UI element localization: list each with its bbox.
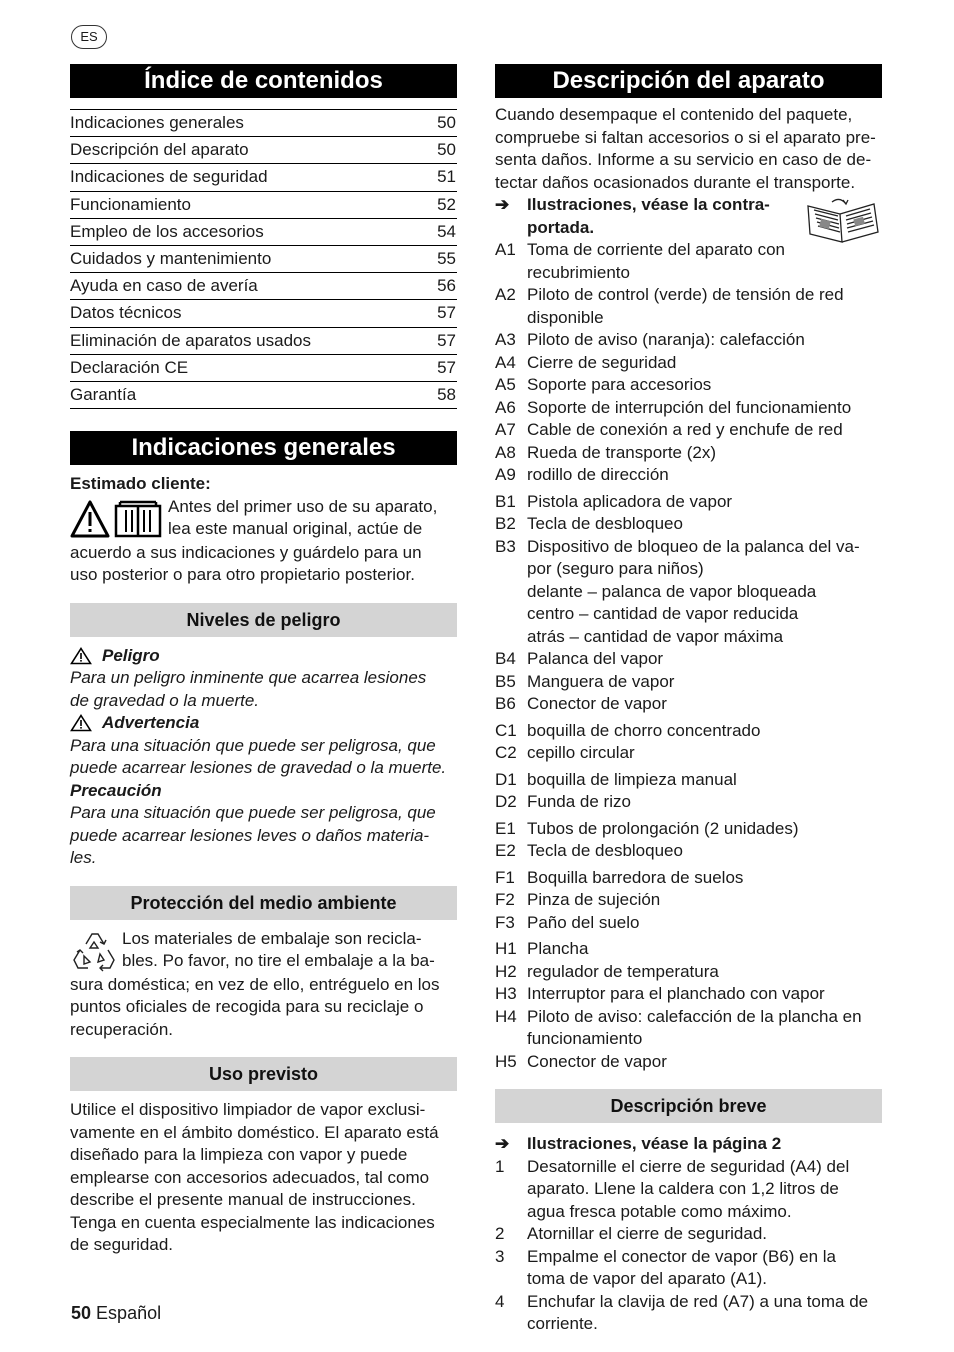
part-item xyxy=(495,983,882,1006)
part-line: Pistola aplicadora de vapor xyxy=(527,491,733,511)
danger-levels-heading: Niveles de peligro xyxy=(70,603,457,637)
part-text xyxy=(527,912,882,935)
caution-text: puede acarrear lesiones leves o daños materia- xyxy=(70,825,430,845)
step-line: toma de vapor del aparato (A1). xyxy=(527,1269,768,1288)
table-of-contents xyxy=(70,109,457,409)
part-item xyxy=(495,536,882,649)
intro-line: uso posterior o para otro propietario posterior. xyxy=(70,565,415,585)
brief-illustrations-reference xyxy=(495,1133,882,1156)
part-code: H1 xyxy=(495,939,517,958)
use-line: de seguridad. xyxy=(70,1235,174,1255)
step-number: 3 xyxy=(495,1246,505,1266)
part-text xyxy=(527,397,882,420)
use-line: describe el presente manual de instrucciones. xyxy=(70,1190,416,1210)
part-code: D2 xyxy=(495,792,517,811)
toc-row xyxy=(70,355,457,382)
part-text xyxy=(527,284,882,329)
part-code: H2 xyxy=(495,961,517,981)
device-description-heading: Descripción del aparato xyxy=(495,64,882,98)
part-item xyxy=(495,513,882,536)
toc-page: 56 xyxy=(437,276,456,296)
toc-row xyxy=(70,328,457,355)
brief-illus-text: Ilustraciones, véase la página 2 xyxy=(527,1134,782,1153)
part-line: Interruptor para el planchado con vapor xyxy=(527,984,825,1003)
open-book-icon xyxy=(802,194,882,246)
use-line: vamente en el ámbito doméstico. El aparato está xyxy=(70,1122,439,1142)
recycle-icon xyxy=(70,930,118,974)
part-item xyxy=(495,693,882,716)
part-line: Soporte de interrupción del funcionamiento xyxy=(527,397,852,417)
toc-label: Ayuda en caso de avería xyxy=(70,276,258,296)
part-code: B3 xyxy=(495,536,516,556)
step-line: Enchufar la clavija de red (A7) a una toma de xyxy=(527,1291,869,1311)
toc-label: Garantía xyxy=(70,384,137,404)
part-text xyxy=(527,374,882,397)
part-line: funcionamiento xyxy=(527,1029,643,1048)
part-line: Plancha xyxy=(527,939,589,958)
part-text xyxy=(527,889,882,912)
danger-label-row xyxy=(70,645,457,668)
part-code: A6 xyxy=(495,397,516,417)
part-code: B1 xyxy=(495,491,516,511)
intro-line: lea este manual original, actúe de xyxy=(168,519,423,539)
toc-page: 55 xyxy=(437,248,456,268)
part-item xyxy=(495,1051,882,1074)
step-number: 4 xyxy=(495,1291,505,1311)
part-item xyxy=(495,867,882,890)
part-text xyxy=(527,1006,882,1051)
env-line: recuperación. xyxy=(70,1019,174,1039)
part-item xyxy=(495,329,882,352)
part-line: Palanca del vapor xyxy=(527,649,664,668)
part-text xyxy=(527,791,882,814)
part-item xyxy=(495,720,882,743)
step-line: Desatornille el cierre de seguridad (A4) del xyxy=(527,1156,850,1176)
part-line: Pinza de sujeción xyxy=(527,890,661,909)
part-text xyxy=(527,352,882,375)
part-item xyxy=(495,938,882,961)
step-number: 2 xyxy=(495,1224,505,1243)
part-item xyxy=(495,648,882,671)
step-line: Atornillar el cierre de seguridad. xyxy=(527,1224,768,1243)
illus-line: Ilustraciones, véase la contra- xyxy=(527,195,770,214)
part-text xyxy=(527,1051,882,1074)
part-line: delante – palanca de vapor bloqueada xyxy=(527,581,817,601)
intro-line: tectar daños ocasionados durante el transporte. xyxy=(495,172,856,192)
environment-heading: Protección del medio ambiente xyxy=(70,886,457,920)
part-line: Funda de rizo xyxy=(527,792,631,811)
part-text xyxy=(527,769,882,792)
step-item xyxy=(495,1246,882,1291)
part-text xyxy=(527,938,882,961)
caution-text: les. xyxy=(70,848,97,868)
toc-label: Descripción del aparato xyxy=(70,140,249,160)
part-text xyxy=(527,419,882,442)
part-code: A9 xyxy=(495,465,516,484)
part-text xyxy=(527,867,882,890)
step-item xyxy=(495,1291,882,1336)
part-text xyxy=(527,840,882,863)
toc-page: 50 xyxy=(437,113,456,132)
intro-line: acuerdo a sus indicaciones y guárdelo para un xyxy=(70,542,422,562)
toc-row xyxy=(70,137,457,164)
part-line: Tecla de desbloqueo xyxy=(527,841,683,860)
toc-page: 50 xyxy=(437,140,456,160)
danger-text: Para un peligro inminente que acarrea lesiones xyxy=(70,668,427,688)
part-item xyxy=(495,374,882,397)
part-item xyxy=(495,840,882,863)
part-line: Cable de conexión a red y enchufe de red xyxy=(527,420,843,439)
use-line: emplearse con accesorios adecuados, tal como xyxy=(70,1167,430,1187)
part-text xyxy=(527,671,882,694)
warning-manual-icon xyxy=(70,498,164,542)
part-line: centro – cantidad de vapor reducida xyxy=(527,604,799,623)
part-item xyxy=(495,742,882,765)
part-line: Tubos de prolongación (2 unidades) xyxy=(527,818,799,838)
part-code: A7 xyxy=(495,420,516,439)
step-line: aparato. Llene la caldera con 1,2 litros de xyxy=(527,1179,839,1198)
part-line: Dispositivo de bloqueo de la palanca del va- xyxy=(527,536,860,556)
use-line: Tenga en cuenta especialmente las indicaciones xyxy=(70,1212,435,1232)
step-text xyxy=(527,1223,882,1246)
part-line: Soporte para accesorios xyxy=(527,375,712,394)
toc-page: 57 xyxy=(437,303,456,323)
step-item xyxy=(495,1156,882,1224)
toc-label: Funcionamiento xyxy=(70,194,191,214)
part-code: F3 xyxy=(495,912,515,932)
part-line: Toma de corriente del aparato con xyxy=(527,240,785,259)
danger-label: Peligro xyxy=(102,645,160,665)
part-line: disponible xyxy=(527,307,604,327)
intro-line: senta daños. Informe a su servicio en caso de de- xyxy=(495,150,872,169)
part-line: regulador de temperatura xyxy=(527,961,719,981)
part-line: Manguera de vapor xyxy=(527,671,675,691)
part-item xyxy=(495,889,882,912)
part-text xyxy=(527,648,882,671)
env-line: Los materiales de embalaje son recicla- xyxy=(122,928,422,948)
toc-label: Cuidados y mantenimiento xyxy=(70,248,272,268)
environment-paragraph xyxy=(70,928,457,1042)
arrow-icon: ➔ xyxy=(495,1134,510,1153)
part-text xyxy=(527,983,882,1006)
page-number: 50 xyxy=(71,1303,92,1323)
env-line: bles. Po favor, no tire el embalaje a la ba- xyxy=(122,951,435,971)
part-code: H4 xyxy=(495,1006,517,1026)
part-line: Piloto de aviso (naranja): calefacción xyxy=(527,330,805,349)
device-intro-paragraph xyxy=(495,104,882,194)
part-item xyxy=(495,912,882,935)
step-text xyxy=(527,1291,882,1336)
dear-customer-label: Estimado cliente: xyxy=(70,474,211,494)
part-text xyxy=(527,720,882,743)
part-code: C1 xyxy=(495,720,517,740)
part-item xyxy=(495,491,882,514)
part-code: E2 xyxy=(495,841,516,860)
toc-label: Declaración CE xyxy=(70,357,189,377)
toc-row xyxy=(70,192,457,219)
toc-row xyxy=(70,300,457,327)
toc-page: 52 xyxy=(437,194,456,214)
part-text xyxy=(527,442,882,465)
toc-row xyxy=(70,164,457,191)
toc-row xyxy=(70,382,457,409)
step-line: agua fresca potable como máximo. xyxy=(527,1201,792,1221)
left-column xyxy=(70,64,457,1257)
part-line: cepillo circular xyxy=(527,743,635,762)
toc-label: Empleo de los accesorios xyxy=(70,221,264,241)
danger-triangle-icon xyxy=(70,647,92,665)
part-item xyxy=(495,769,882,792)
part-line: Conector de vapor xyxy=(527,1051,667,1071)
toc-label: Indicaciones de seguridad xyxy=(70,167,268,187)
part-line: por (seguro para niños) xyxy=(527,559,704,578)
part-text xyxy=(527,329,882,352)
toc-page: 57 xyxy=(437,357,456,377)
warning-triangle-icon xyxy=(70,714,92,732)
brief-description-heading: Descripción breve xyxy=(495,1089,882,1123)
step-item xyxy=(495,1223,882,1246)
part-code: B5 xyxy=(495,671,516,691)
part-line: Piloto de aviso: calefacción de la plancha en xyxy=(527,1006,862,1026)
step-line: Empalme el conector de vapor (B6) en la xyxy=(527,1246,836,1266)
part-code: F2 xyxy=(495,890,515,909)
part-line: Boquilla barredora de suelos xyxy=(527,867,744,887)
language-badge: ES xyxy=(71,25,107,49)
part-line: Piloto de control (verde) de tensión de red xyxy=(527,285,844,304)
toc-page: 54 xyxy=(437,221,456,241)
illus-line: portada. xyxy=(527,217,595,237)
page-footer xyxy=(71,1302,161,1325)
part-item xyxy=(495,284,882,329)
use-line: diseñado para la limpieza con vapor y puede xyxy=(70,1145,408,1165)
parts-list xyxy=(495,239,882,1073)
env-line: sura doméstica; en vez de ello, entréguelo en los xyxy=(70,974,440,994)
toc-row xyxy=(70,273,457,300)
part-code: A5 xyxy=(495,375,516,394)
intro-line: Cuando desempaque el contenido del paquete, xyxy=(495,105,853,124)
intended-use-paragraph xyxy=(70,1099,457,1257)
part-item xyxy=(495,1006,882,1051)
part-text xyxy=(527,491,882,514)
intro-line: compruebe si faltan accesorios o si el aparato pre- xyxy=(495,127,876,147)
arrow-icon: ➔ xyxy=(495,195,510,214)
caution-label: Precaución xyxy=(70,780,162,800)
part-code: H3 xyxy=(495,984,517,1003)
step-number: 1 xyxy=(495,1156,505,1176)
part-code: H5 xyxy=(495,1051,517,1071)
right-column xyxy=(495,64,882,1336)
part-item xyxy=(495,352,882,375)
warning-text: Para una situación que puede ser peligrosa, que xyxy=(70,735,436,755)
toc-row xyxy=(70,246,457,273)
step-text xyxy=(527,1246,882,1291)
part-line: Cierre de seguridad xyxy=(527,352,677,372)
part-line: boquilla de limpieza manual xyxy=(527,769,737,789)
warning-label-row xyxy=(70,712,457,735)
warning-label: Advertencia xyxy=(102,713,200,733)
part-text xyxy=(527,513,882,536)
danger-text: de gravedad o la muerte. xyxy=(70,690,260,710)
env-line: puntos oficiales de recogida para su reciclaje o xyxy=(70,997,424,1017)
part-line: Conector de vapor xyxy=(527,694,667,713)
step-text xyxy=(527,1156,882,1224)
intro-paragraph xyxy=(70,496,457,587)
part-code: A8 xyxy=(495,442,516,462)
part-item xyxy=(495,961,882,984)
general-heading: Indicaciones generales xyxy=(70,431,457,465)
part-item xyxy=(495,442,882,465)
part-code: A1 xyxy=(495,240,516,259)
steps-list xyxy=(495,1156,882,1336)
part-item xyxy=(495,671,882,694)
warning-text: puede acarrear lesiones de gravedad o la muerte. xyxy=(70,758,447,778)
intro-line: Antes del primer uso de su aparato, xyxy=(168,496,438,516)
part-code: B2 xyxy=(495,514,516,533)
part-line: recubrimiento xyxy=(527,262,630,282)
part-code: A2 xyxy=(495,285,516,304)
toc-row xyxy=(70,219,457,246)
part-line: rodillo de dirección xyxy=(527,465,669,484)
part-item xyxy=(495,419,882,442)
toc-heading: Índice de contenidos xyxy=(70,64,457,98)
part-text xyxy=(527,961,882,984)
part-text xyxy=(527,818,882,841)
use-line: Utilice el dispositivo limpiador de vapor exclusi- xyxy=(70,1100,426,1120)
intended-use-heading: Uso previsto xyxy=(70,1057,457,1091)
part-item xyxy=(495,464,882,487)
part-code: C2 xyxy=(495,743,517,762)
toc-page: 57 xyxy=(437,330,456,350)
part-item xyxy=(495,397,882,420)
part-item xyxy=(495,791,882,814)
part-code: A4 xyxy=(495,352,516,372)
part-text xyxy=(527,464,882,487)
part-code: B6 xyxy=(495,694,516,713)
part-code: A3 xyxy=(495,330,516,349)
part-code: B4 xyxy=(495,649,516,668)
step-line: corriente. xyxy=(527,1314,598,1333)
part-code: F1 xyxy=(495,867,515,887)
caution-text: Para una situación que puede ser peligrosa, que xyxy=(70,803,436,823)
part-text xyxy=(527,536,882,649)
toc-row xyxy=(70,110,457,137)
part-line: Rueda de transporte (2x) xyxy=(527,442,716,462)
part-code: E1 xyxy=(495,818,516,838)
part-code: D1 xyxy=(495,769,517,789)
part-line: atrás – cantidad de vapor máxima xyxy=(527,626,784,646)
toc-page: 51 xyxy=(437,167,456,187)
toc-label: Eliminación de aparatos usados xyxy=(70,330,311,350)
part-text xyxy=(527,693,882,716)
part-item xyxy=(495,818,882,841)
part-line: Paño del suelo xyxy=(527,912,640,932)
footer-language: Español xyxy=(96,1303,162,1323)
part-text xyxy=(527,742,882,765)
part-line: boquilla de chorro concentrado xyxy=(527,720,761,740)
toc-label: Datos técnicos xyxy=(70,303,182,323)
part-line: Tecla de desbloqueo xyxy=(527,514,683,533)
toc-page: 58 xyxy=(437,384,456,404)
toc-label: Indicaciones generales xyxy=(70,113,244,132)
